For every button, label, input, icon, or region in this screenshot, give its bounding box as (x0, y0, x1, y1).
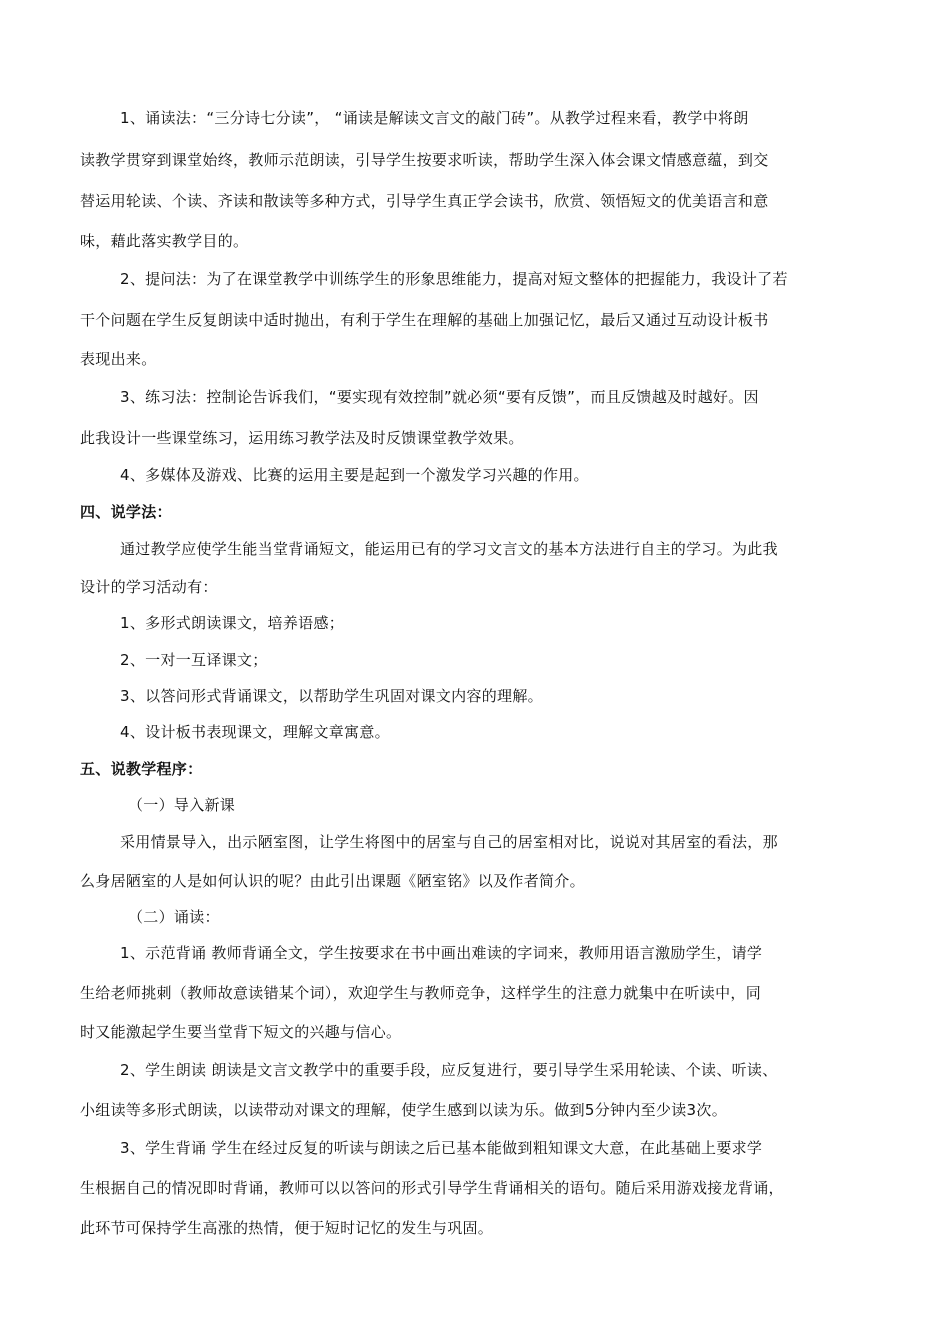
paragraph-line: 替运用轮读、个读、齐读和散读等多种方式，引导学生真正学会读书，欣赏、领悟短文的优美语言和意 (80, 192, 769, 210)
list-item: 3、以答问形式背诵课文，以帮助学生巩固对课文内容的理解。 (120, 687, 543, 705)
paragraph-line: 小组读等多形式朗读，以读带动对课文的理解，使学生感到以读为乐。做到5分钟内至少读3次。 (80, 1101, 727, 1119)
paragraph-line: 味，藉此落实教学目的。 (80, 232, 249, 250)
paragraph-line: 1、诵读法：“三分诗七分读”， “诵读是解读文言文的敲门砖”。从教学过程来看，教学中将朗 (120, 109, 749, 127)
paragraph-line: 此我设计一些课堂练习，运用练习教学法及时反馈课堂教学效果。 (80, 429, 524, 447)
paragraph-line: 通过教学应使学生能当堂背诵短文，能运用已有的学习文言文的基本方法进行自主的学习。为此我 (120, 540, 778, 558)
subsection-heading: （一）导入新课 (128, 796, 236, 814)
paragraph-line: 2、提问法：为了在课堂教学中训练学生的形象思维能力，提高对短文整体的把握能力，我设计了若 (120, 270, 788, 288)
list-item: 1、多形式朗读课文，培养语感； (120, 614, 345, 632)
paragraph-line: 2、学生朗读 朗读是文言文教学中的重要手段，应反复进行，要引导学生采用轮读、个读、听读、 (120, 1061, 778, 1079)
list-item: 2、一对一互译课文； (120, 651, 268, 669)
paragraph-line: 4、多媒体及游戏、比赛的运用主要是起到一个激发学习兴趣的作用。 (120, 466, 589, 484)
list-item: 4、设计板书表现课文，理解文章寓意。 (120, 723, 390, 741)
section-heading: 四、说学法： (80, 503, 172, 521)
paragraph-line: 设计的学习活动有： (80, 578, 218, 596)
subsection-heading: （二）诵读： (128, 908, 220, 926)
paragraph-line: 3、学生背诵 学生在经过反复的听读与朗读之后已基本能做到粗知课文大意，在此基础上要求学 (120, 1139, 763, 1157)
paragraph-line: 3、练习法：控制论告诉我们，“要实现有效控制”就必须“要有反馈”，而且反馈越及时越好。因 (120, 388, 759, 406)
paragraph-line: 干个问题在学生反复朗读中适时抛出，有利于学生在理解的基础上加强记忆，最后又通过互动设计板书 (80, 311, 769, 329)
section-heading: 五、说教学程序： (80, 760, 203, 778)
paragraph-line: 表现出来。 (80, 350, 157, 368)
paragraph-line: 1、示范背诵 教师背诵全文，学生按要求在书中画出难读的字词来，教师用语言激励学生，请学 (120, 944, 763, 962)
paragraph-line: 此环节可保持学生高涨的热情，便于短时记忆的发生与巩固。 (80, 1219, 494, 1237)
paragraph-line: 时又能激起学生要当堂背下短文的兴趣与信心。 (80, 1023, 402, 1041)
paragraph-line: 生给老师挑刺（教师故意读错某个词），欢迎学生与教师竞争，这样学生的注意力就集中在听读中，同 (80, 984, 762, 1002)
paragraph-line: 么身居陋室的人是如何认识的呢？由此引出课题《陋室铭》以及作者简介。 (80, 872, 585, 890)
paragraph-line: 采用情景导入，出示陋室图，让学生将图中的居室与自己的居室相对比，说说对其居室的看法，那 (120, 833, 778, 851)
paragraph-line: 生根据自己的情况即时背诵，教师可以以答问的形式引导学生背诵相关的语句。随后采用游戏接龙背诵， (80, 1179, 784, 1197)
paragraph-line: 读教学贯穿到课堂始终，教师示范朗读，引导学生按要求听读，帮助学生深入体会课文情感意蕴，到交 (80, 151, 769, 169)
